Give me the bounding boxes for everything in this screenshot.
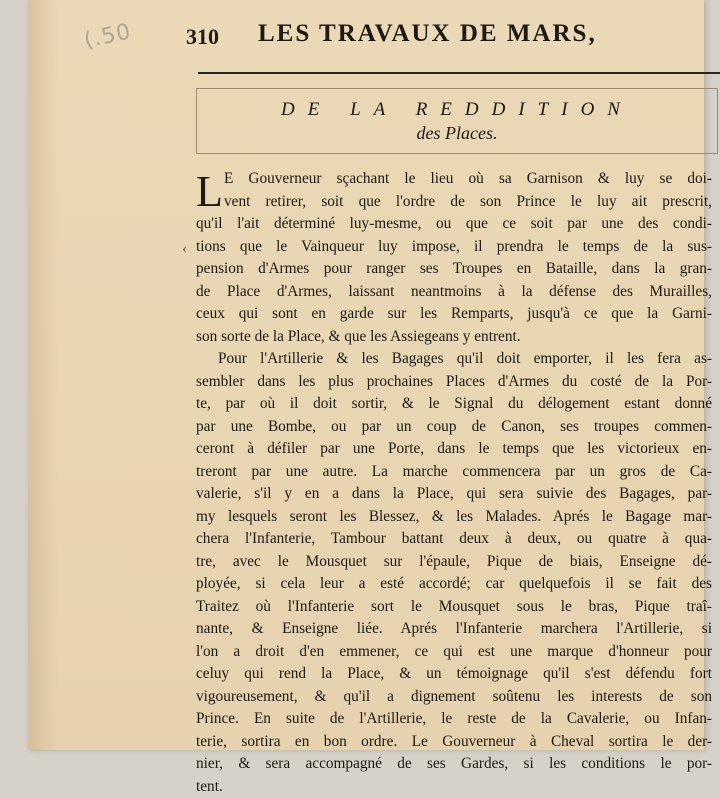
text-line: te, par où il doit sortir, & le Signal du délogement estant donné: [196, 393, 712, 416]
text-line: par une Bombe, ou par un coup de Canon, ses troupes commen-: [196, 416, 712, 439]
text-line: sembler dans les plus prochaines Places d'Armes du costé de la Por-: [196, 371, 712, 394]
margin-mark: ‹: [182, 240, 187, 258]
text-line: valerie, s'il y en a dans la Place, qui sera suivie des Bagages, par-: [196, 483, 712, 506]
pencil-annotation: (.50: [82, 19, 134, 53]
text-line: tre, avec le Mousquet sur l'épaule, Pique de biais, Enseigne dé-: [196, 551, 712, 574]
text-line: treront par une autre. La marche commencera par un gros de Ca-: [196, 461, 712, 484]
text-line: Traitez où l'Infanterie sort le Mousquet sous le bras, Pique traî-: [196, 596, 712, 619]
text-line: Prince. En suite de l'Artillerie, le reste de la Cavalerie, ou Infan-: [196, 708, 712, 731]
text-line: tent.: [196, 776, 712, 798]
drop-cap: L: [196, 170, 223, 214]
text-line: son sorte de la Place, & que les Assiegeans y entrent.: [196, 326, 712, 349]
text-line: vent retirer, soit que l'ordre de son Prince le luy ait prescrit,: [196, 191, 712, 214]
book-page: [28, 0, 704, 750]
section-title: DE LA REDDITION: [197, 99, 717, 121]
text-line: nier, & sera accompagné de ses Gardes, si les conditions le por-: [196, 753, 712, 776]
text-line: celuy qui rend la Place, & un témoignage qu'il s'est défendu fort: [196, 663, 712, 686]
text-line: terie, sortira en bon ordre. Le Gouverneur à Cheval sortira le der-: [196, 731, 712, 754]
page-number: 310: [186, 24, 219, 50]
text-line: ceux qui sont en garde sur les Remparts, jusqu'à ce que la Garni-: [196, 303, 712, 326]
section-title-box: [196, 88, 718, 154]
text-line: ceront à défiler par une Porte, dans le temps que les victorieux en-: [196, 438, 712, 461]
text-line: my lesquels seront les Blessez, & les Malades. Aprés le Bagage mar-: [196, 506, 712, 529]
text-line: pension d'Armes pour ranger ses Troupes en Bataille, dans la gran-: [196, 258, 712, 281]
text-line: ployée, si cela leur a esté accordé; car quelquefois il se fait des: [196, 573, 712, 596]
header-rule: [198, 72, 720, 74]
page-header: [186, 20, 616, 52]
text-line: vigoureusement, & qu'il a dignement soûtenu les interests de son: [196, 686, 712, 709]
text-line: nante, & Enseigne liée. Aprés l'Infanterie marchera l'Artillerie, si: [196, 618, 712, 641]
text-line: chera l'Infanterie, Tambour battant deux à deux, ou quatre à qua-: [196, 528, 712, 551]
text-line: tions que le Vainqueur luy impose, il prendra le temps de la sus-: [196, 236, 712, 259]
text-line: E Gouverneur sçachant le lieu où sa Garnison & luy se doi-: [196, 168, 712, 191]
text-line: de Place d'Armes, laissant neantmoins à la défense des Murailles,: [196, 281, 712, 304]
running-title: LES TRAVAUX DE MARS,: [258, 20, 597, 48]
body-text: [196, 168, 712, 798]
section-subtitle: des Places.: [197, 123, 717, 144]
text-line: l'on a droit d'en emmener, ce qui est une marque d'honneur pour: [196, 641, 712, 664]
text-line: Pour l'Artillerie & les Bagages qu'il doit emporter, il les fera as-: [196, 348, 712, 371]
text-line: qu'il l'ait déterminé luy-mesme, ou que ce soit par une des condi-: [196, 213, 712, 236]
